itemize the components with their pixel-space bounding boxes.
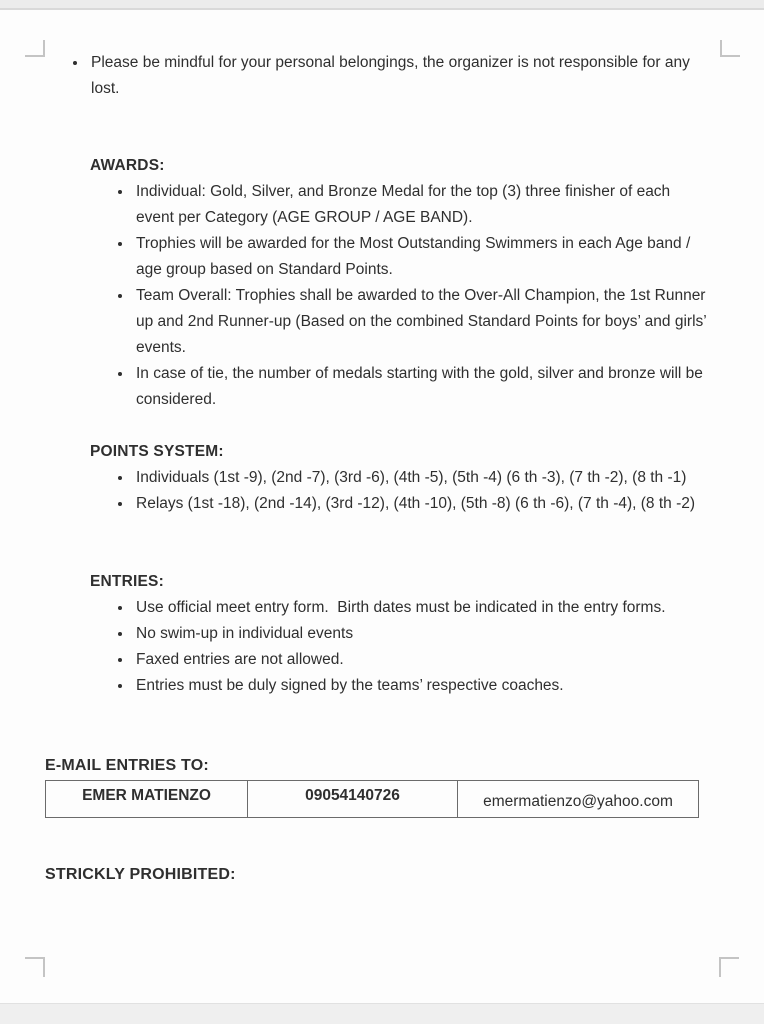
page-margin-corner-bottom-right xyxy=(719,957,739,977)
contact-name-cell: EMER MATIENZO xyxy=(46,781,248,818)
bullet-item: • Use official meet entry form. Birth dates must be indicated in the entry forms. xyxy=(133,595,712,621)
scan-edge-bar-top xyxy=(0,0,764,10)
entries-bullet-list xyxy=(90,595,712,699)
strictly-prohibited-heading: STRICKLY PROHIBITED: xyxy=(45,866,236,883)
bullet-item: • Faxed entries are not allowed. xyxy=(133,647,712,673)
bullet-item: • Please be mindful for your personal belongings, the organizer is not responsible for any lost. xyxy=(88,50,712,102)
contact-email-cell: emermatienzo@yahoo.com xyxy=(458,781,699,818)
section-heading-awards: AWARDS: xyxy=(90,157,165,174)
email-entries-heading: E-MAIL ENTRIES TO: xyxy=(45,757,209,774)
page-margin-corner-bottom-left xyxy=(25,957,45,977)
scan-edge-bar-bottom xyxy=(0,1003,764,1024)
intro-bullet-list xyxy=(45,50,712,102)
contact-table xyxy=(45,780,699,818)
email-entries-block xyxy=(45,754,712,818)
section-entries xyxy=(45,569,712,699)
section-awards xyxy=(45,153,712,413)
section-heading-points-system: POINTS SYSTEM: xyxy=(90,443,224,460)
page-margin-corner-top-right xyxy=(720,40,740,57)
bullet-item: • Relays (1st -18), (2nd -14), (3rd -12), (4th -10), (5th -8) (6 th -6), (7 th -4), (8 th -2) xyxy=(133,491,712,517)
bullet-item: • Individuals (1st -9), (2nd -7), (3rd -6), (4th -5), (5th -4) (6 th -3), (7 th -2), (8 th -1) xyxy=(133,465,712,491)
bullet-item: • In case of tie, the number of medals starting with the gold, silver and bronze will be considered. xyxy=(133,361,712,413)
points-bullet-list xyxy=(90,465,712,517)
bullet-item: • Individual: Gold, Silver, and Bronze Medal for the top (3) three finisher of each event per Category (AGE GROUP / AGE BAND). xyxy=(133,179,712,231)
awards-bullet-list xyxy=(90,179,712,413)
section-heading-entries: ENTRIES: xyxy=(90,573,164,590)
bullet-item: • Trophies will be awarded for the Most Outstanding Swimmers in each Age band / age group based on Standard Points. xyxy=(133,231,712,283)
document-content xyxy=(45,50,712,887)
bullet-item: • No swim-up in individual events xyxy=(133,621,712,647)
contact-table-row xyxy=(46,781,699,818)
contact-phone-cell: 09054140726 xyxy=(248,781,458,818)
bullet-item: • Team Overall: Trophies shall be awarded to the Over-All Champion, the 1st Runner up and 2nd Runner-up (Based on the combined Standard Points for boys’ and girls’ events. xyxy=(133,283,712,361)
section-points-system xyxy=(45,439,712,517)
page-margin-corner-top-left xyxy=(25,40,45,57)
bullet-item: • Entries must be duly signed by the teams’ respective coaches. xyxy=(133,673,712,699)
